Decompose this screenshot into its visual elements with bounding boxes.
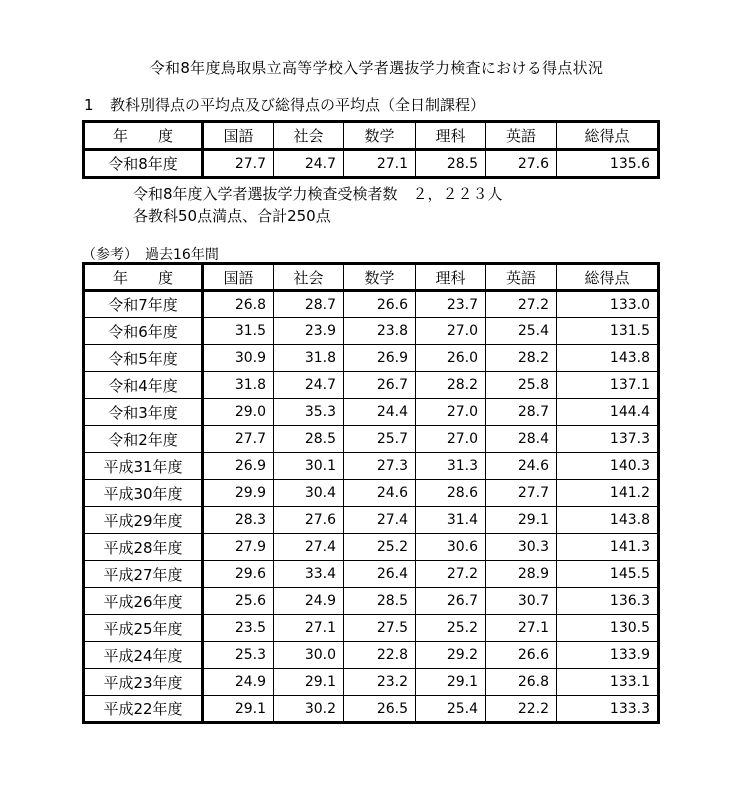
score-english: 28.2 (486, 345, 557, 372)
header-total: 総得点 (557, 122, 659, 150)
score-japanese: 25.6 (203, 588, 274, 615)
score-japanese: 29.0 (203, 399, 274, 426)
score-math: 27.5 (344, 615, 416, 642)
score-science: 27.0 (416, 426, 486, 453)
score-science: 28.5 (416, 150, 486, 178)
examinee-count-note: 令和8年度入学者選抜学力検査受検者数 ２，２２３人 (133, 185, 503, 203)
score-japanese: 31.8 (203, 372, 274, 399)
header-english: 英語 (486, 122, 557, 150)
score-science: 31.4 (416, 507, 486, 534)
score-total: 137.1 (557, 372, 659, 399)
score-english: 26.6 (486, 642, 557, 669)
score-math: 26.6 (344, 291, 416, 318)
reference-table-body (84, 291, 659, 723)
score-math: 26.5 (344, 696, 416, 723)
score-science: 25.2 (416, 615, 486, 642)
table-row (84, 507, 659, 534)
score-math: 26.9 (344, 345, 416, 372)
score-total: 144.4 (557, 399, 659, 426)
section-number: 1 (84, 96, 94, 114)
year-cell: 平成23年度 (84, 669, 203, 696)
score-japanese: 24.9 (203, 669, 274, 696)
score-science: 27.0 (416, 318, 486, 345)
header-year: 年 度 (84, 122, 203, 150)
table-row (84, 150, 659, 178)
score-math: 23.8 (344, 318, 416, 345)
year-cell: 平成30年度 (84, 480, 203, 507)
score-english: 29.1 (486, 507, 557, 534)
score-social-studies: 30.4 (274, 480, 344, 507)
table-row (84, 399, 659, 426)
year-cell: 令和4年度 (84, 372, 203, 399)
score-english: 30.7 (486, 588, 557, 615)
table-row (84, 453, 659, 480)
score-total: 141.2 (557, 480, 659, 507)
score-total: 133.1 (557, 669, 659, 696)
score-english: 28.4 (486, 426, 557, 453)
header-japanese: 国語 (203, 264, 274, 291)
scoring-note: 各教科50点満点、合計250点 (133, 207, 331, 225)
score-english: 26.8 (486, 669, 557, 696)
year-cell: 令和8年度 (84, 150, 203, 178)
score-total: 133.3 (557, 696, 659, 723)
score-english: 28.7 (486, 399, 557, 426)
score-social-studies: 28.5 (274, 426, 344, 453)
table-row (84, 426, 659, 453)
score-science: 29.2 (416, 642, 486, 669)
year-cell: 平成29年度 (84, 507, 203, 534)
table-row (84, 372, 659, 399)
score-english: 25.4 (486, 318, 557, 345)
year-cell: 令和3年度 (84, 399, 203, 426)
score-science: 28.6 (416, 480, 486, 507)
header-science: 理科 (416, 122, 486, 150)
score-math: 26.4 (344, 561, 416, 588)
reference-heading: （参考） 過去16年間 (82, 247, 219, 263)
score-japanese: 27.7 (203, 426, 274, 453)
section-title: 教科別得点の平均点及び総得点の平均点（全日制課程） (110, 96, 486, 114)
current-year-score-table (82, 120, 660, 179)
score-total: 137.3 (557, 426, 659, 453)
score-math: 25.2 (344, 534, 416, 561)
header-math: 数学 (344, 122, 416, 150)
header-japanese: 国語 (203, 122, 274, 150)
score-science: 28.2 (416, 372, 486, 399)
score-japanese: 26.9 (203, 453, 274, 480)
table-row (84, 291, 659, 318)
score-japanese: 23.5 (203, 615, 274, 642)
score-math: 24.4 (344, 399, 416, 426)
score-math: 28.5 (344, 588, 416, 615)
score-japanese: 27.9 (203, 534, 274, 561)
year-cell: 平成31年度 (84, 453, 203, 480)
score-social-studies: 27.4 (274, 534, 344, 561)
table-row (84, 480, 659, 507)
table-row (84, 642, 659, 669)
year-cell: 平成24年度 (84, 642, 203, 669)
score-total: 145.5 (557, 561, 659, 588)
score-english: 27.7 (486, 480, 557, 507)
score-science: 29.1 (416, 669, 486, 696)
score-social-studies: 33.4 (274, 561, 344, 588)
score-total: 141.3 (557, 534, 659, 561)
score-english: 27.2 (486, 291, 557, 318)
score-english: 27.1 (486, 615, 557, 642)
score-social-studies: 31.8 (274, 345, 344, 372)
score-english: 28.9 (486, 561, 557, 588)
year-cell: 平成26年度 (84, 588, 203, 615)
score-social-studies: 24.9 (274, 588, 344, 615)
table-header-row (84, 122, 659, 150)
score-total: 133.0 (557, 291, 659, 318)
score-math: 27.1 (344, 150, 416, 178)
score-japanese: 27.7 (203, 150, 274, 178)
score-science: 27.2 (416, 561, 486, 588)
year-cell: 令和7年度 (84, 291, 203, 318)
score-math: 24.6 (344, 480, 416, 507)
score-math: 22.8 (344, 642, 416, 669)
score-science: 27.0 (416, 399, 486, 426)
year-cell: 令和5年度 (84, 345, 203, 372)
table-row (84, 696, 659, 723)
score-total: 133.9 (557, 642, 659, 669)
table-row (84, 534, 659, 561)
score-math: 25.7 (344, 426, 416, 453)
score-total: 143.8 (557, 507, 659, 534)
section-heading (84, 94, 485, 115)
header-science: 理科 (416, 264, 486, 291)
score-japanese: 29.1 (203, 696, 274, 723)
score-total: 143.8 (557, 345, 659, 372)
score-english: 27.6 (486, 150, 557, 178)
score-japanese: 28.3 (203, 507, 274, 534)
score-japanese: 25.3 (203, 642, 274, 669)
score-social-studies: 24.7 (274, 150, 344, 178)
year-cell: 平成28年度 (84, 534, 203, 561)
year-cell: 平成27年度 (84, 561, 203, 588)
table-row (84, 561, 659, 588)
year-cell: 令和2年度 (84, 426, 203, 453)
score-math: 23.2 (344, 669, 416, 696)
score-social-studies: 30.0 (274, 642, 344, 669)
header-social-studies: 社会 (274, 264, 344, 291)
year-cell: 平成22年度 (84, 696, 203, 723)
table-row (84, 615, 659, 642)
score-total: 131.5 (557, 318, 659, 345)
score-social-studies: 27.1 (274, 615, 344, 642)
score-science: 30.6 (416, 534, 486, 561)
score-total: 136.3 (557, 588, 659, 615)
score-science: 26.0 (416, 345, 486, 372)
score-english: 22.2 (486, 696, 557, 723)
header-english: 英語 (486, 264, 557, 291)
score-japanese: 29.9 (203, 480, 274, 507)
score-social-studies: 28.7 (274, 291, 344, 318)
score-science: 23.7 (416, 291, 486, 318)
reference-score-table (82, 262, 660, 724)
year-cell: 平成25年度 (84, 615, 203, 642)
score-social-studies: 35.3 (274, 399, 344, 426)
score-social-studies: 23.9 (274, 318, 344, 345)
score-japanese: 26.8 (203, 291, 274, 318)
header-math: 数学 (344, 264, 416, 291)
score-social-studies: 30.2 (274, 696, 344, 723)
score-science: 26.7 (416, 588, 486, 615)
table-row (84, 345, 659, 372)
document-title: 令和8年度鳥取県立高等学校入学者選抜学力検査における得点状況 (149, 59, 604, 77)
score-science: 25.4 (416, 696, 486, 723)
year-cell: 令和6年度 (84, 318, 203, 345)
table-row (84, 318, 659, 345)
table-row (84, 669, 659, 696)
score-social-studies: 27.6 (274, 507, 344, 534)
score-math: 27.4 (344, 507, 416, 534)
score-total: 130.5 (557, 615, 659, 642)
score-math: 26.7 (344, 372, 416, 399)
score-total: 140.3 (557, 453, 659, 480)
table-row (84, 588, 659, 615)
score-math: 27.3 (344, 453, 416, 480)
header-year: 年 度 (84, 264, 203, 291)
score-total: 135.6 (557, 150, 659, 178)
score-social-studies: 24.7 (274, 372, 344, 399)
score-english: 25.8 (486, 372, 557, 399)
score-english: 24.6 (486, 453, 557, 480)
score-japanese: 31.5 (203, 318, 274, 345)
score-science: 31.3 (416, 453, 486, 480)
header-total: 総得点 (557, 264, 659, 291)
score-japanese: 29.6 (203, 561, 274, 588)
score-social-studies: 30.1 (274, 453, 344, 480)
header-social-studies: 社会 (274, 122, 344, 150)
score-english: 30.3 (486, 534, 557, 561)
table-header-row (84, 264, 659, 291)
score-social-studies: 29.1 (274, 669, 344, 696)
score-japanese: 30.9 (203, 345, 274, 372)
